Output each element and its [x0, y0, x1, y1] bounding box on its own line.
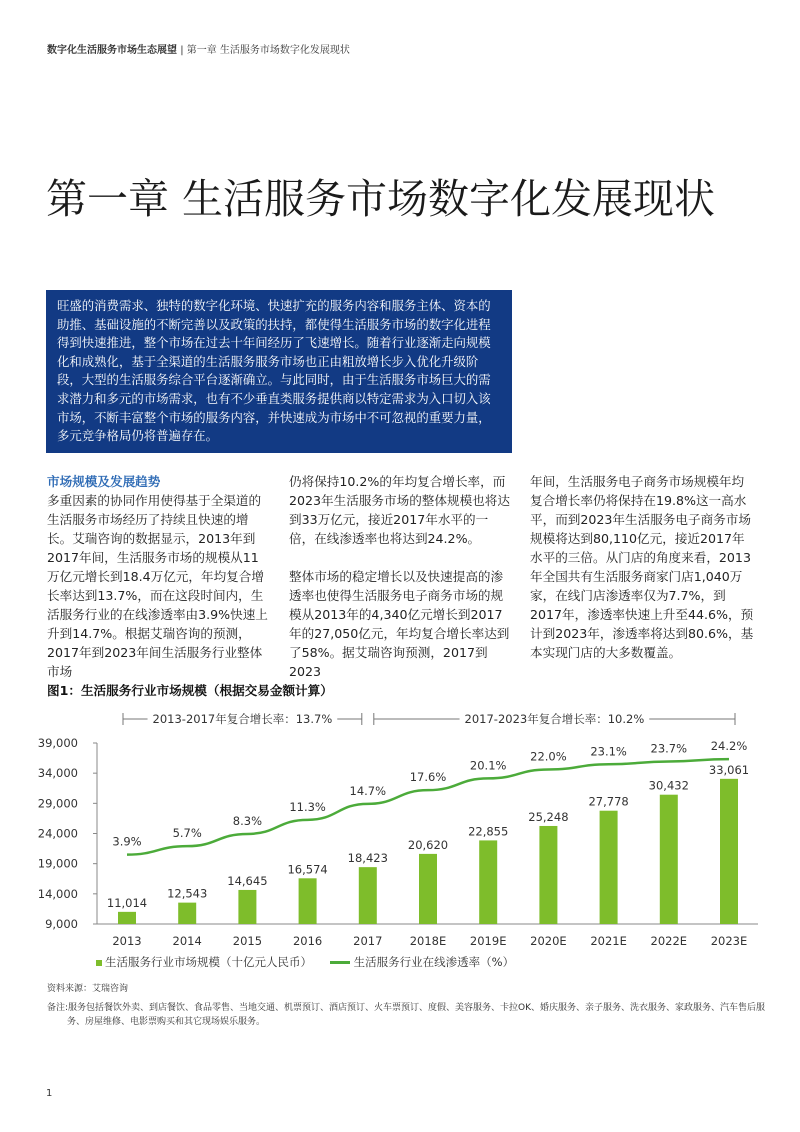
line-value-label: 22.0% [530, 749, 567, 764]
text-column-2 [289, 472, 511, 681]
bar-value-label: 33,061 [708, 762, 750, 777]
legend-line-label: 生活服务行业在线渗透率（%） [353, 955, 515, 969]
x-tick-label: 2018E [409, 934, 447, 948]
line-value-label: 24.2% [710, 739, 748, 754]
header-separator: | [180, 45, 184, 56]
market-size-chart [0, 700, 800, 952]
chart-legend [96, 954, 514, 970]
bar-value-label: 11,014 [106, 895, 148, 910]
y-tick-label: 14,000 [37, 886, 78, 901]
column-1-paragraph: 多重因素的协同作用使得基于全渠道的生活服务市场经历了持续且快速的增长。艾瑞咨询的数据显示，2013年到2017年间，生活服务市场的规模从11万亿元增长到18.4万亿元，年均复合增长率达到13.7%，而在这段时间内，生活服务行业的在线渗透率由3.9%快速上升到14.7%。根据艾瑞咨询的预测，2017年到2023年间生活服务行业整体市场 [47, 493, 268, 679]
y-tick-label: 24,000 [37, 826, 78, 841]
line-value-label: 14.7% [349, 783, 387, 798]
text-column-1 [47, 472, 269, 681]
bar-value-label: 25,248 [528, 809, 569, 824]
bar-2015 [238, 890, 256, 924]
bar-2014 [178, 903, 196, 924]
header-report-title: 数字化生活服务市场生态展望 [47, 45, 177, 56]
chapter-title: 第一章 生活服务市场数字化发展现状 [46, 175, 716, 223]
x-tick-label: 2017 [353, 934, 383, 948]
bar-2022E [660, 795, 678, 924]
line-value-label: 5.7% [172, 826, 202, 841]
line-value-label: 23.1% [590, 744, 627, 759]
bar-value-label: 20,620 [407, 837, 449, 852]
bar-value-label: 27,778 [588, 794, 629, 809]
y-tick-label: 34,000 [37, 766, 78, 781]
bar-value-label: 14,645 [227, 873, 268, 888]
figure-source: 资料来源：艾瑞咨询 [47, 984, 129, 994]
bar-value-label: 30,432 [648, 778, 689, 793]
x-tick-label: 2022E [650, 934, 688, 948]
legend-line-swatch [330, 961, 350, 964]
column-2-paragraph-1: 仍将保持10.2%的年均复合增长率，而2023年生活服务市场的整体规模也将达到33万亿元，接近2017年水平的一倍，在线渗透率也将达到24.2%。 [289, 474, 510, 546]
cagr-label: 2017-2023年复合增长率：10.2% [464, 712, 645, 726]
x-tick-label: 2019E [469, 934, 507, 948]
y-tick-label: 29,000 [37, 796, 78, 811]
bar-2017 [359, 867, 377, 924]
line-value-label: 17.6% [409, 770, 447, 785]
line-value-label: 8.3% [232, 813, 263, 828]
bar-value-label: 16,574 [287, 862, 328, 877]
header-chapter: 第一章 生活服务市场数字化发展现状 [186, 45, 350, 56]
bar-2020E [539, 826, 557, 924]
page-number: 1 [46, 1088, 53, 1099]
column-3-paragraph: 年间，生活服务电子商务市场规模年均复合增长率仍将保持在19.8%这一高水平，而到2023年生活服务电子商务市场规模将达到80,110亿元，接近2017年水平的三倍。从门店的角度来看，2013年全国共有生活服务商家门店1,040万家，在线门店渗透率仅为7.7%，到2017年，渗透率快速上升至44.6%，预计到2023年，渗透率将达到80.6%，基本实现门店的大多数覆盖。 [530, 474, 754, 660]
running-header [47, 41, 350, 56]
line-value-label: 11.3% [289, 799, 326, 814]
line-value-label: 23.7% [650, 741, 688, 756]
x-tick-label: 2015 [232, 934, 263, 948]
section-heading: 市场规模及发展趋势 [47, 474, 161, 489]
legend-bar-label: 生活服务行业市场规模（十亿元人民币） [105, 955, 312, 969]
x-tick-label: 2021E [590, 934, 627, 948]
x-tick-label: 2023E [710, 934, 748, 948]
bar-2023E [720, 779, 738, 924]
line-value-label: 20.1% [469, 758, 507, 773]
bar-value-label: 18,423 [347, 851, 388, 866]
column-2-paragraph-2: 整体市场的稳定增长以及快速提高的渗透率也使得生活服务电子商务市场的规模从2013年的4,340亿元增长到2017年的27,050亿元，年均复合增长率达到了58%。据艾瑞咨询预测，2017到2023 [289, 569, 510, 679]
x-tick-label: 2020E [530, 934, 567, 948]
bar-2018E [419, 854, 437, 924]
text-column-3 [530, 472, 755, 662]
y-tick-label: 19,000 [37, 856, 78, 871]
cagr-label: 2013-2017年复合增长率：13.7% [152, 712, 333, 726]
bar-2021E [600, 811, 618, 924]
figure-title: 图1：生活服务行业市场规模（根据交易金额计算） [47, 683, 333, 698]
bar-2013 [118, 912, 136, 924]
intro-box: 旺盛的消费需求、独特的数字化环境、快速扩充的服务内容和服务主体、资本的助推、基础设施的不断完善以及政策的扶持，都使得生活服务市场的数字化进程得到快速推进，整个市场在过去十年间经历了飞速增长。随着行业逐渐走向规模化和成熟化，基于全渠道的生活服务服务市场也正由粗放增长步入优化升级阶段，大型的生活服务综合平台逐渐确立。与此同时，由于生活服务市场巨大的需求潜力和多元的市场需求，也有不少垂直类服务提供商以特定需求为入口切入该市场，不断丰富整个市场的服务内容，并快速成为市场中不可忽视的重要力量，多元竞争格局仍将普遍存在。 [46, 290, 512, 453]
legend-bar-swatch [96, 960, 102, 966]
line-value-label: 3.9% [112, 834, 142, 849]
bar-2019E [479, 840, 497, 924]
figure-note: 备注:服务包括餐饮外卖、到店餐饮、食品零售、当地交通、机票预订、酒店预订、火车票预订、度假、美容服务、卡拉OK、婚庆服务、亲子服务、洗衣服务、家政服务、汽车售后服务、房屋维修、电影票购买和其它现场娱乐服务。 [47, 1003, 766, 1027]
x-tick-label: 2016 [292, 934, 323, 948]
y-tick-label: 9,000 [45, 917, 78, 931]
bar-value-label: 12,543 [167, 886, 208, 901]
x-tick-label: 2013 [112, 934, 142, 948]
bar-value-label: 22,855 [468, 824, 509, 839]
x-tick-label: 2014 [172, 934, 202, 948]
y-tick-label: 39,000 [37, 736, 78, 750]
bar-2016 [299, 878, 317, 924]
